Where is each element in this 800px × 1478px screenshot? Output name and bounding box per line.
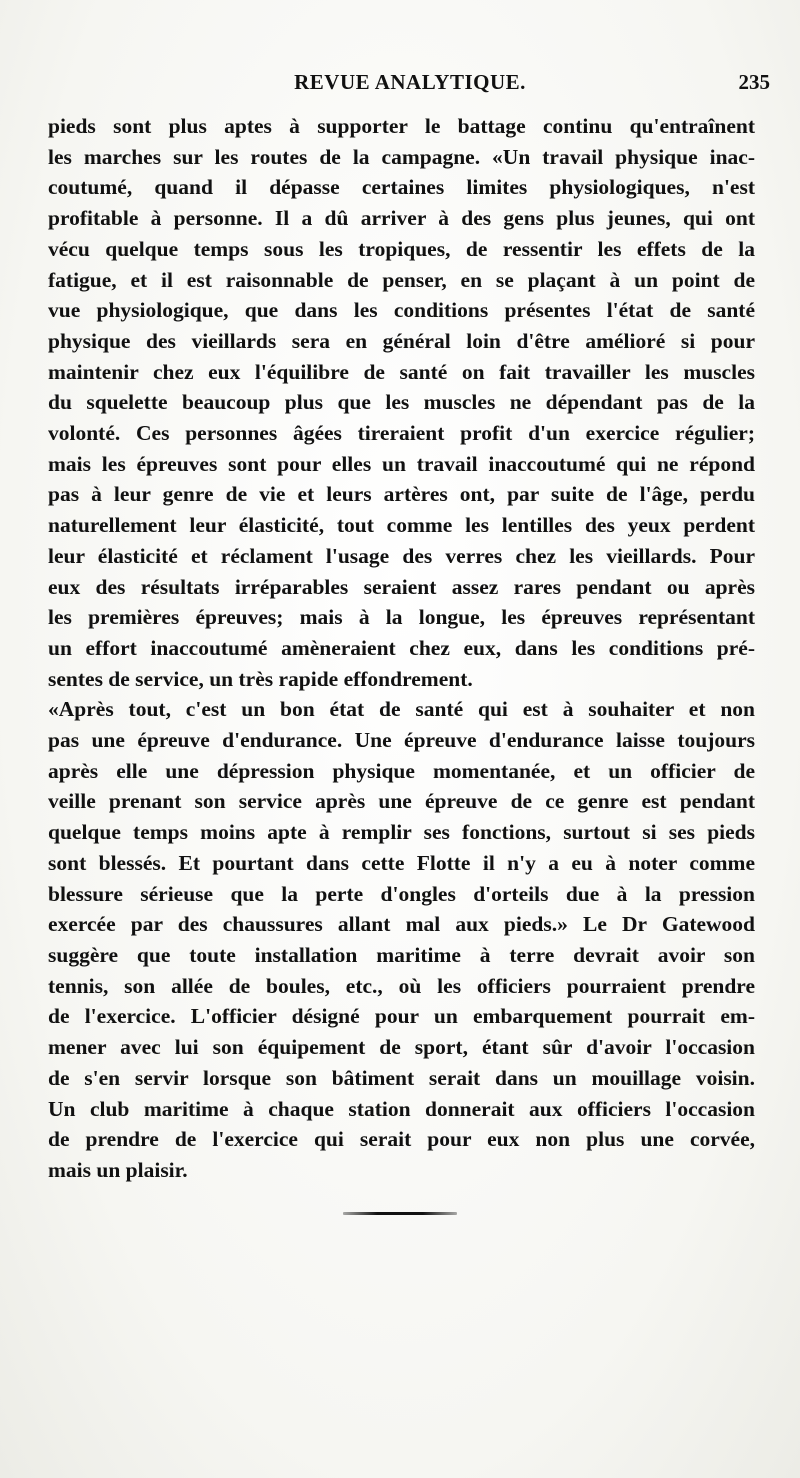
text-line: de l'exercice. L'officier désigné pour un embarquement pourrait em- [48, 1004, 755, 1029]
text-line: fatigue, et il est raisonnable de penser, en se plaçant à un point de [48, 267, 755, 292]
text-line: physique des vieillards sera en général loin d'être amélioré si pour [48, 328, 755, 353]
paragraph-1 [48, 111, 755, 694]
text-line: maintenir chez eux l'équilibre de santé on fait travailler les muscles [48, 359, 755, 384]
text-line: mener avec lui son équipement de sport, étant sûr d'avoir l'occasion [48, 1035, 755, 1060]
text-line: tennis, son allée de boules, etc., où les officiers pourraient prendre [48, 973, 755, 998]
text-line: les marches sur les routes de la campagne. «Un travail physique inac- [48, 144, 755, 169]
text-line: vécu quelque temps sous les tropiques, de ressentir les effets de la [48, 236, 755, 261]
text-line: de s'en servir lorsque son bâtiment serait dans un mouillage voisin. [48, 1065, 755, 1090]
text-line: mais un plaisir. [48, 1157, 188, 1182]
text-line: de prendre de l'exercice qui serait pour eux non plus une corvée, [48, 1127, 755, 1152]
text-line: sont blessés. Et pourtant dans cette Flotte il n'y a eu à noter comme [48, 850, 755, 875]
text-line: «Après tout, c'est un bon état de santé qui est à souhaiter et non [48, 697, 755, 722]
text-line: eux des résultats irréparables seraient assez rares pendant ou après [48, 574, 755, 599]
text-line: vue physiologique, que dans les conditions présentes l'état de santé [48, 298, 755, 323]
end-rule-divider [343, 1212, 457, 1215]
text-line: les premières épreuves; mais à la longue, les épreuves représentant [48, 605, 755, 630]
text-line: du squelette beaucoup plus que les muscles ne dépendant pas de la [48, 390, 755, 415]
text-line: pas à leur genre de vie et leurs artères ont, par suite de l'âge, perdu [48, 482, 755, 507]
running-head [50, 70, 770, 102]
page-number: 235 [738, 70, 770, 94]
text-line: leur élasticité et réclament l'usage des verres chez les vieillards. Pour [48, 543, 755, 568]
text-line: volonté. Ces personnes âgées tireraient profit d'un exercice régulier; [48, 421, 755, 446]
text-line: blessure sérieuse que la perte d'ongles d'orteils due à la pression [48, 881, 755, 906]
text-line: coutumé, quand il dépasse certaines limites physiologiques, n'est [48, 175, 755, 200]
text-line: pas une épreuve d'endurance. Une épreuve d'endurance laisse toujours [48, 728, 755, 753]
text-line: profitable à personne. Il a dû arriver à des gens plus jeunes, qui ont [48, 206, 755, 231]
text-line: mais les épreuves sont pour elles un travail inaccoutumé qui ne répond [48, 451, 755, 476]
text-line: après elle une dépression physique momentanée, et un officier de [48, 758, 755, 783]
body-text [48, 111, 755, 1186]
running-title: REVUE ANALYTIQUE. [294, 70, 526, 94]
text-line: veille prenant son service après une épreuve de ce genre est pendant [48, 789, 755, 814]
text-line: naturellement leur élasticité, tout comme les lentilles des yeux perdent [48, 513, 755, 538]
text-line: suggère que toute installation maritime à terre devrait avoir son [48, 942, 755, 967]
text-line: un effort inaccoutumé amèneraient chez eux, dans les conditions pré- [48, 635, 755, 660]
paragraph-2 [48, 694, 755, 1185]
text-line: quelque temps moins apte à remplir ses fonctions, surtout si ses pieds [48, 820, 755, 845]
text-line: sentes de service, un très rapide effondrement. [48, 666, 473, 691]
text-line: pieds sont plus aptes à supporter le battage continu qu'entraînent [48, 114, 755, 138]
text-line: Un club maritime à chaque station donnerait aux officiers l'occasion [48, 1096, 755, 1121]
text-line: exercée par des chaussures allant mal aux pieds.» Le Dr Gatewood [48, 912, 755, 937]
